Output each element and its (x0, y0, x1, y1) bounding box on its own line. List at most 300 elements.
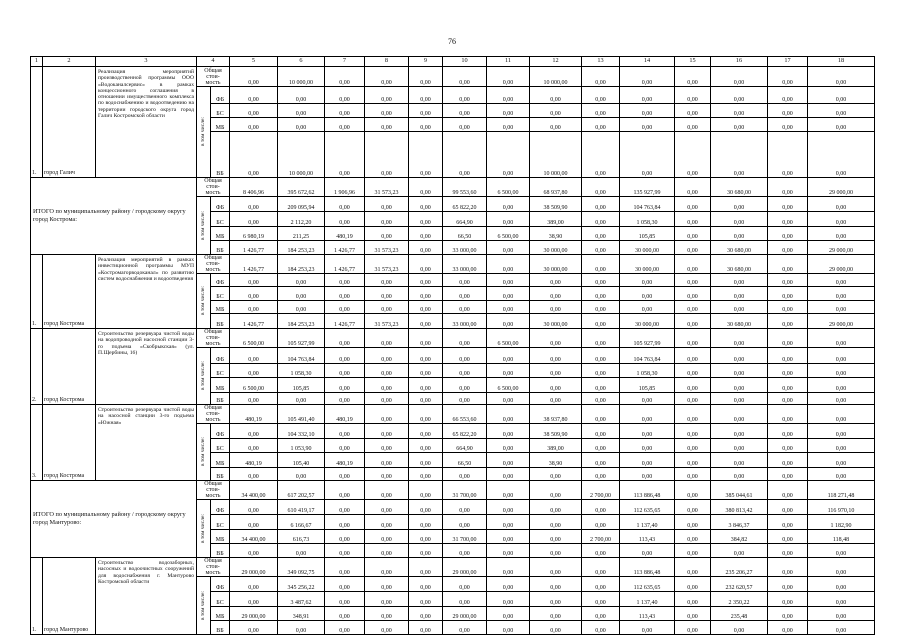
table-body (31, 57, 875, 635)
total-cost-label-line1: Общая стои- (204, 255, 222, 267)
amount-cell: 33 000,00 (443, 314, 487, 329)
amount-cell: 0,00 (768, 104, 808, 118)
amount-cell: 30 000,00 (620, 314, 675, 329)
amount-cell: 34 400,00 (230, 530, 278, 544)
amount-cell: 0,00 (582, 314, 620, 329)
amount-cell: 38 509,90 (530, 424, 582, 439)
amount-cell: 0,00 (325, 118, 365, 132)
amount-cell: 0,00 (443, 104, 487, 118)
amount-cell: 617 202,57 (278, 481, 325, 500)
project-row (31, 255, 875, 274)
amount-cell: 0,00 (768, 329, 808, 348)
amount-cell: 0,00 (230, 301, 278, 314)
amount-cell: 0,00 (582, 67, 620, 87)
amount-cell: 0,00 (365, 118, 409, 132)
amount-cell: 0,00 (325, 104, 365, 118)
amount-cell: 0,00 (365, 301, 409, 314)
including-label (197, 577, 211, 635)
amount-cell: 6 500,00 (230, 378, 278, 393)
amount-cell: 1 426,77 (230, 241, 278, 255)
amount-cell: 0,00 (325, 530, 365, 544)
amount-cell: 0,00 (325, 621, 365, 635)
total-cost-label-line2: мость (205, 493, 221, 499)
total-cost-label-line1: Общая стои- (204, 558, 222, 570)
amount-cell: 0,00 (675, 87, 711, 104)
amount-cell: 0,00 (365, 500, 409, 515)
amount-cell: 0,00 (443, 577, 487, 592)
amount-cell: 104 763,84 (620, 348, 675, 364)
amount-cell: 0,00 (278, 621, 325, 635)
item-number: 2. (31, 329, 43, 405)
amount-cell: 0,00 (365, 424, 409, 439)
amount-cell: 0,00 (325, 439, 365, 453)
amount-cell: 6 500,00 (487, 329, 530, 348)
total-cost-label (197, 558, 230, 577)
amount-cell: 29 000,00 (808, 255, 875, 274)
amount-cell: 0,00 (675, 329, 711, 348)
amount-cell: 0,00 (768, 314, 808, 329)
amount-cell: 0,00 (768, 348, 808, 364)
amount-cell: 0,00 (325, 364, 365, 378)
amount-cell: 0,00 (768, 577, 808, 592)
amount-cell: 235,48 (711, 607, 768, 621)
amount-cell: 0,00 (278, 104, 325, 118)
amount-cell: 0,00 (620, 424, 675, 439)
amount-cell: 0,00 (582, 104, 620, 118)
amount-cell: 112 635,65 (620, 500, 675, 515)
amount-cell: 0,00 (808, 274, 875, 287)
amount-cell: 0,00 (365, 515, 409, 530)
amount-cell: 235 206,27 (711, 558, 768, 577)
amount-cell: 0,00 (325, 592, 365, 607)
amount-cell: 116 970,10 (808, 500, 875, 515)
amount-cell: 0,00 (230, 87, 278, 104)
amount-cell: 480,19 (230, 453, 278, 468)
amount-cell: 0,00 (582, 348, 620, 364)
amount-cell: 0,00 (675, 515, 711, 530)
source-label: ФБ (211, 197, 230, 212)
amount-cell: 0,00 (711, 287, 768, 301)
amount-cell: 0,00 (768, 558, 808, 577)
amount-cell: 0,00 (675, 274, 711, 287)
amount-cell: 0,00 (582, 544, 620, 558)
source-label: ВБ (211, 621, 230, 635)
amount-cell: 0,00 (675, 364, 711, 378)
amount-cell: 0,00 (487, 314, 530, 329)
amount-cell: 0,00 (768, 424, 808, 439)
amount-cell: 0,00 (487, 104, 530, 118)
source-label: ВБ (211, 468, 230, 481)
source-label: ФБ (211, 577, 230, 592)
project-description: Строительство резервуара чистой воды на насосной станции 3-го подъема «Южная» (96, 405, 197, 481)
amount-cell: 1 137,40 (620, 592, 675, 607)
amount-cell: 0,00 (582, 301, 620, 314)
amount-cell: 0,00 (582, 132, 620, 178)
amount-cell: 0,00 (675, 439, 711, 453)
amount-cell: 1 426,77 (325, 314, 365, 329)
total-cost-label (197, 178, 230, 197)
total-cost-label-line1: Общая стои- (204, 178, 222, 190)
amount-cell: 0,00 (365, 287, 409, 301)
amount-cell: 30 680,00 (711, 241, 768, 255)
amount-cell: 0,00 (768, 212, 808, 227)
amount-cell: 0,00 (365, 227, 409, 241)
project-description: Строительство резервуара чистой воды на водопроводной насосной станции 3-го подъема «Скобрыкская» (ул. П.Щербины, 16) (96, 329, 197, 405)
amount-cell: 348,91 (278, 607, 325, 621)
amount-cell: 0,00 (620, 405, 675, 424)
header-cell: 11 (487, 57, 530, 67)
amount-cell: 0,00 (768, 481, 808, 500)
total-cost-label-line2: мость (205, 341, 221, 347)
amount-cell: 0,00 (768, 255, 808, 274)
including-text: в том числе: (199, 361, 206, 391)
amount-cell: 104 763,84 (278, 348, 325, 364)
amount-cell: 0,00 (808, 577, 875, 592)
amount-cell: 0,00 (711, 348, 768, 364)
amount-cell: 0,00 (443, 87, 487, 104)
amount-cell: 0,00 (675, 255, 711, 274)
amount-cell: 0,00 (365, 439, 409, 453)
amount-cell: 0,00 (409, 515, 443, 530)
amount-cell: 0,00 (325, 87, 365, 104)
amount-cell: 30 000,00 (530, 241, 582, 255)
project-description: Реализация мероприятий в рамках инвестиционной программы МУП «Костромагорводоканал» по развитию систем водоснабжения и водоотведения (96, 255, 197, 329)
amount-cell: 10 000,00 (530, 67, 582, 87)
amount-cell: 1 058,30 (278, 364, 325, 378)
amount-cell: 0,00 (487, 67, 530, 87)
municipality-cell: город Мантурово (43, 558, 96, 635)
amount-cell: 0,00 (711, 393, 768, 405)
amount-cell: 0,00 (768, 592, 808, 607)
amount-cell: 0,00 (675, 287, 711, 301)
amount-cell: 664,90 (443, 439, 487, 453)
amount-cell: 0,00 (711, 621, 768, 635)
amount-cell: 184 253,23 (278, 314, 325, 329)
including-label (197, 500, 211, 558)
amount-cell: 0,00 (808, 607, 875, 621)
amount-cell: 0,00 (620, 132, 675, 178)
amount-cell: 6 166,67 (278, 515, 325, 530)
header-cell: 12 (530, 57, 582, 67)
amount-cell: 0,00 (768, 405, 808, 424)
amount-cell: 0,00 (409, 393, 443, 405)
amount-cell: 0,00 (230, 515, 278, 530)
amount-cell: 0,00 (325, 132, 365, 178)
source-label: БС (211, 439, 230, 453)
amount-cell: 118 271,48 (808, 481, 875, 500)
amount-cell: 0,00 (325, 424, 365, 439)
page-number: 76 (448, 37, 456, 46)
header-cell: 9 (409, 57, 443, 67)
header-cell: 5 (230, 57, 278, 67)
amount-cell: 0,00 (530, 301, 582, 314)
amount-cell: 0,00 (487, 515, 530, 530)
amount-cell: 0,00 (768, 453, 808, 468)
amount-cell: 0,00 (325, 558, 365, 577)
amount-cell: 0,00 (487, 132, 530, 178)
amount-cell: 0,00 (582, 405, 620, 424)
amount-cell: 0,00 (443, 364, 487, 378)
amount-cell: 0,00 (443, 393, 487, 405)
amount-cell: 0,00 (409, 255, 443, 274)
amount-cell: 0,00 (278, 544, 325, 558)
amount-cell: 0,00 (675, 227, 711, 241)
amount-cell: 0,00 (530, 329, 582, 348)
amount-cell: 0,00 (230, 287, 278, 301)
source-label: МБ (211, 378, 230, 393)
amount-cell: 0,00 (768, 67, 808, 87)
amount-cell: 0,00 (409, 348, 443, 364)
amount-cell: 0,00 (365, 481, 409, 500)
amount-cell: 31 700,00 (443, 481, 487, 500)
amount-cell: 0,00 (582, 515, 620, 530)
amount-cell: 1 058,30 (620, 364, 675, 378)
amount-cell: 0,00 (768, 393, 808, 405)
amount-cell: 10 000,00 (278, 132, 325, 178)
amount-cell: 0,00 (409, 468, 443, 481)
source-label: ФБ (211, 348, 230, 364)
amount-cell: 8 406,96 (230, 178, 278, 197)
amount-cell: 0,00 (365, 197, 409, 212)
amount-cell: 0,00 (230, 424, 278, 439)
amount-cell: 31 573,23 (365, 178, 409, 197)
amount-cell: 0,00 (365, 621, 409, 635)
project-row (31, 329, 875, 348)
amount-cell: 0,00 (808, 132, 875, 178)
amount-cell: 0,00 (768, 287, 808, 301)
amount-cell: 0,00 (443, 378, 487, 393)
amount-cell: 0,00 (409, 453, 443, 468)
project-description: Реализация мероприятий производственной программы ООО «Водоканалсервис» в рамках концессионного соглашения в отношении имущественного комплекса по водоснабжению и водоотведению на территории городского округа город Галич Костромской области (96, 67, 197, 178)
amount-cell: 66 553,60 (443, 405, 487, 424)
amount-cell: 0,00 (582, 468, 620, 481)
amount-cell: 0,00 (582, 241, 620, 255)
amount-cell: 0,00 (409, 544, 443, 558)
amount-cell: 3 846,37 (711, 515, 768, 530)
amount-cell: 184 253,23 (278, 241, 325, 255)
amount-cell: 0,00 (365, 87, 409, 104)
amount-cell: 66,50 (443, 227, 487, 241)
amount-cell: 0,00 (230, 348, 278, 364)
amount-cell: 0,00 (325, 577, 365, 592)
amount-cell: 0,00 (768, 301, 808, 314)
amount-cell: 0,00 (582, 364, 620, 378)
amount-cell: 0,00 (711, 378, 768, 393)
amount-cell: 0,00 (230, 274, 278, 287)
total-cost-label-line1: Общая стои- (204, 329, 222, 341)
amount-cell: 0,00 (582, 592, 620, 607)
amount-cell: 0,00 (582, 621, 620, 635)
amount-cell: 0,00 (487, 577, 530, 592)
amount-cell: 0,00 (487, 607, 530, 621)
amount-cell: 65 822,20 (443, 424, 487, 439)
amount-cell: 0,00 (808, 104, 875, 118)
total-cost-label-line1: Общая стои- (204, 68, 222, 80)
source-label: МБ (211, 453, 230, 468)
amount-cell: 0,00 (768, 178, 808, 197)
amount-cell: 33 000,00 (443, 241, 487, 255)
amount-cell: 0,00 (365, 364, 409, 378)
amount-cell: 0,00 (808, 378, 875, 393)
amount-cell: 0,00 (711, 364, 768, 378)
amount-cell: 480,19 (325, 405, 365, 424)
amount-cell: 0,00 (582, 274, 620, 287)
including-text: в том числе: (199, 437, 206, 467)
amount-cell: 0,00 (808, 558, 875, 577)
amount-cell: 0,00 (808, 287, 875, 301)
amount-cell: 29 000,00 (808, 314, 875, 329)
amount-cell: 0,00 (768, 378, 808, 393)
total-row (31, 481, 875, 500)
amount-cell: 0,00 (365, 468, 409, 481)
amount-cell: 0,00 (487, 558, 530, 577)
amount-cell: 0,00 (487, 530, 530, 544)
amount-cell: 0,00 (675, 481, 711, 500)
amount-cell: 0,00 (808, 348, 875, 364)
amount-cell: 118,48 (808, 530, 875, 544)
amount-cell: 0,00 (711, 453, 768, 468)
amount-cell: 2 700,00 (582, 481, 620, 500)
amount-cell: 0,00 (808, 393, 875, 405)
amount-cell: 0,00 (278, 274, 325, 287)
amount-cell: 0,00 (230, 197, 278, 212)
amount-cell: 0,00 (409, 241, 443, 255)
amount-cell: 0,00 (487, 197, 530, 212)
amount-cell: 0,00 (768, 468, 808, 481)
amount-cell: 0,00 (443, 287, 487, 301)
amount-cell: 0,00 (443, 592, 487, 607)
including-text: в том числе: (199, 513, 206, 544)
amount-cell: 0,00 (808, 212, 875, 227)
amount-cell: 0,00 (325, 329, 365, 348)
amount-cell: 0,00 (409, 301, 443, 314)
amount-cell: 104 763,84 (620, 197, 675, 212)
amount-cell: 0,00 (711, 87, 768, 104)
amount-cell: 0,00 (278, 301, 325, 314)
amount-cell: 0,00 (711, 329, 768, 348)
amount-cell: 0,00 (278, 287, 325, 301)
amount-cell: 0,00 (530, 621, 582, 635)
amount-cell: 0,00 (230, 577, 278, 592)
amount-cell: 29 000,00 (230, 558, 278, 577)
amount-cell: 0,00 (530, 118, 582, 132)
amount-cell: 0,00 (409, 212, 443, 227)
amount-cell: 0,00 (582, 87, 620, 104)
amount-cell: 1 426,77 (325, 255, 365, 274)
amount-cell: 0,00 (808, 544, 875, 558)
amount-cell: 0,00 (278, 118, 325, 132)
amount-cell: 0,00 (325, 67, 365, 87)
amount-cell: 664,90 (443, 212, 487, 227)
item-number: 1. (31, 558, 43, 635)
amount-cell: 0,00 (530, 287, 582, 301)
amount-cell: 0,00 (808, 439, 875, 453)
amount-cell: 0,00 (487, 301, 530, 314)
amount-cell: 105,85 (620, 378, 675, 393)
amount-cell: 0,00 (675, 468, 711, 481)
header-cell: 2 (43, 57, 96, 67)
amount-cell: 34 400,00 (230, 481, 278, 500)
amount-cell: 211,25 (278, 227, 325, 241)
amount-cell: 0,00 (808, 453, 875, 468)
header-cell: 6 (278, 57, 325, 67)
amount-cell: 0,00 (278, 468, 325, 481)
amount-cell: 0,00 (582, 439, 620, 453)
amount-cell: 1 182,90 (808, 515, 875, 530)
project-row (31, 405, 875, 424)
amount-cell: 0,00 (808, 592, 875, 607)
amount-cell: 0,00 (365, 132, 409, 178)
amount-cell: 0,00 (409, 118, 443, 132)
amount-cell: 0,00 (768, 544, 808, 558)
amount-cell: 0,00 (365, 212, 409, 227)
amount-cell: 0,00 (409, 274, 443, 287)
source-label: ВБ (211, 132, 230, 178)
amount-cell: 0,00 (620, 393, 675, 405)
amount-cell: 0,00 (487, 481, 530, 500)
amount-cell: 0,00 (325, 500, 365, 515)
amount-cell: 0,00 (409, 197, 443, 212)
amount-cell: 0,00 (675, 592, 711, 607)
amount-cell: 0,00 (443, 500, 487, 515)
total-cost-label-line2: мость (205, 417, 221, 423)
amount-cell: 0,00 (711, 227, 768, 241)
amount-cell: 345 256,22 (278, 577, 325, 592)
amount-cell: 0,00 (675, 405, 711, 424)
amount-cell: 0,00 (711, 405, 768, 424)
amount-cell: 0,00 (443, 67, 487, 87)
total-cost-label (197, 405, 230, 424)
amount-cell: 0,00 (620, 67, 675, 87)
amount-cell: 0,00 (230, 67, 278, 87)
amount-cell: 209 095,94 (278, 197, 325, 212)
including-label (197, 274, 211, 329)
source-label: ФБ (211, 500, 230, 515)
amount-cell: 6 500,00 (230, 329, 278, 348)
source-label: МБ (211, 301, 230, 314)
amount-cell: 0,00 (409, 364, 443, 378)
amount-cell: 0,00 (675, 558, 711, 577)
amount-cell: 0,00 (768, 87, 808, 104)
amount-cell: 0,00 (409, 621, 443, 635)
including-label (197, 197, 211, 255)
amount-cell: 10 000,00 (530, 132, 582, 178)
amount-cell: 104 332,10 (278, 424, 325, 439)
amount-cell: 0,00 (487, 439, 530, 453)
header-cell: 14 (620, 57, 675, 67)
source-label: БС (211, 592, 230, 607)
amount-cell: 0,00 (582, 118, 620, 132)
source-label: БС (211, 287, 230, 301)
amount-cell: 0,00 (768, 197, 808, 212)
total-title: ИТОГО по муниципальному району / городскому округу город Кострома: (31, 178, 197, 255)
amount-cell: 105,85 (620, 227, 675, 241)
including-label (197, 348, 211, 405)
amount-cell: 0,00 (675, 500, 711, 515)
amount-cell: 0,00 (230, 544, 278, 558)
amount-cell: 0,00 (675, 212, 711, 227)
amount-cell: 0,00 (582, 287, 620, 301)
amount-cell: 0,00 (675, 178, 711, 197)
amount-cell: 0,00 (487, 241, 530, 255)
amount-cell: 0,00 (409, 500, 443, 515)
amount-cell: 0,00 (487, 87, 530, 104)
amount-cell: 30 680,00 (711, 178, 768, 197)
amount-cell: 30 000,00 (620, 241, 675, 255)
amount-cell: 0,00 (582, 255, 620, 274)
amount-cell: 0,00 (530, 104, 582, 118)
amount-cell: 29 000,00 (808, 241, 875, 255)
